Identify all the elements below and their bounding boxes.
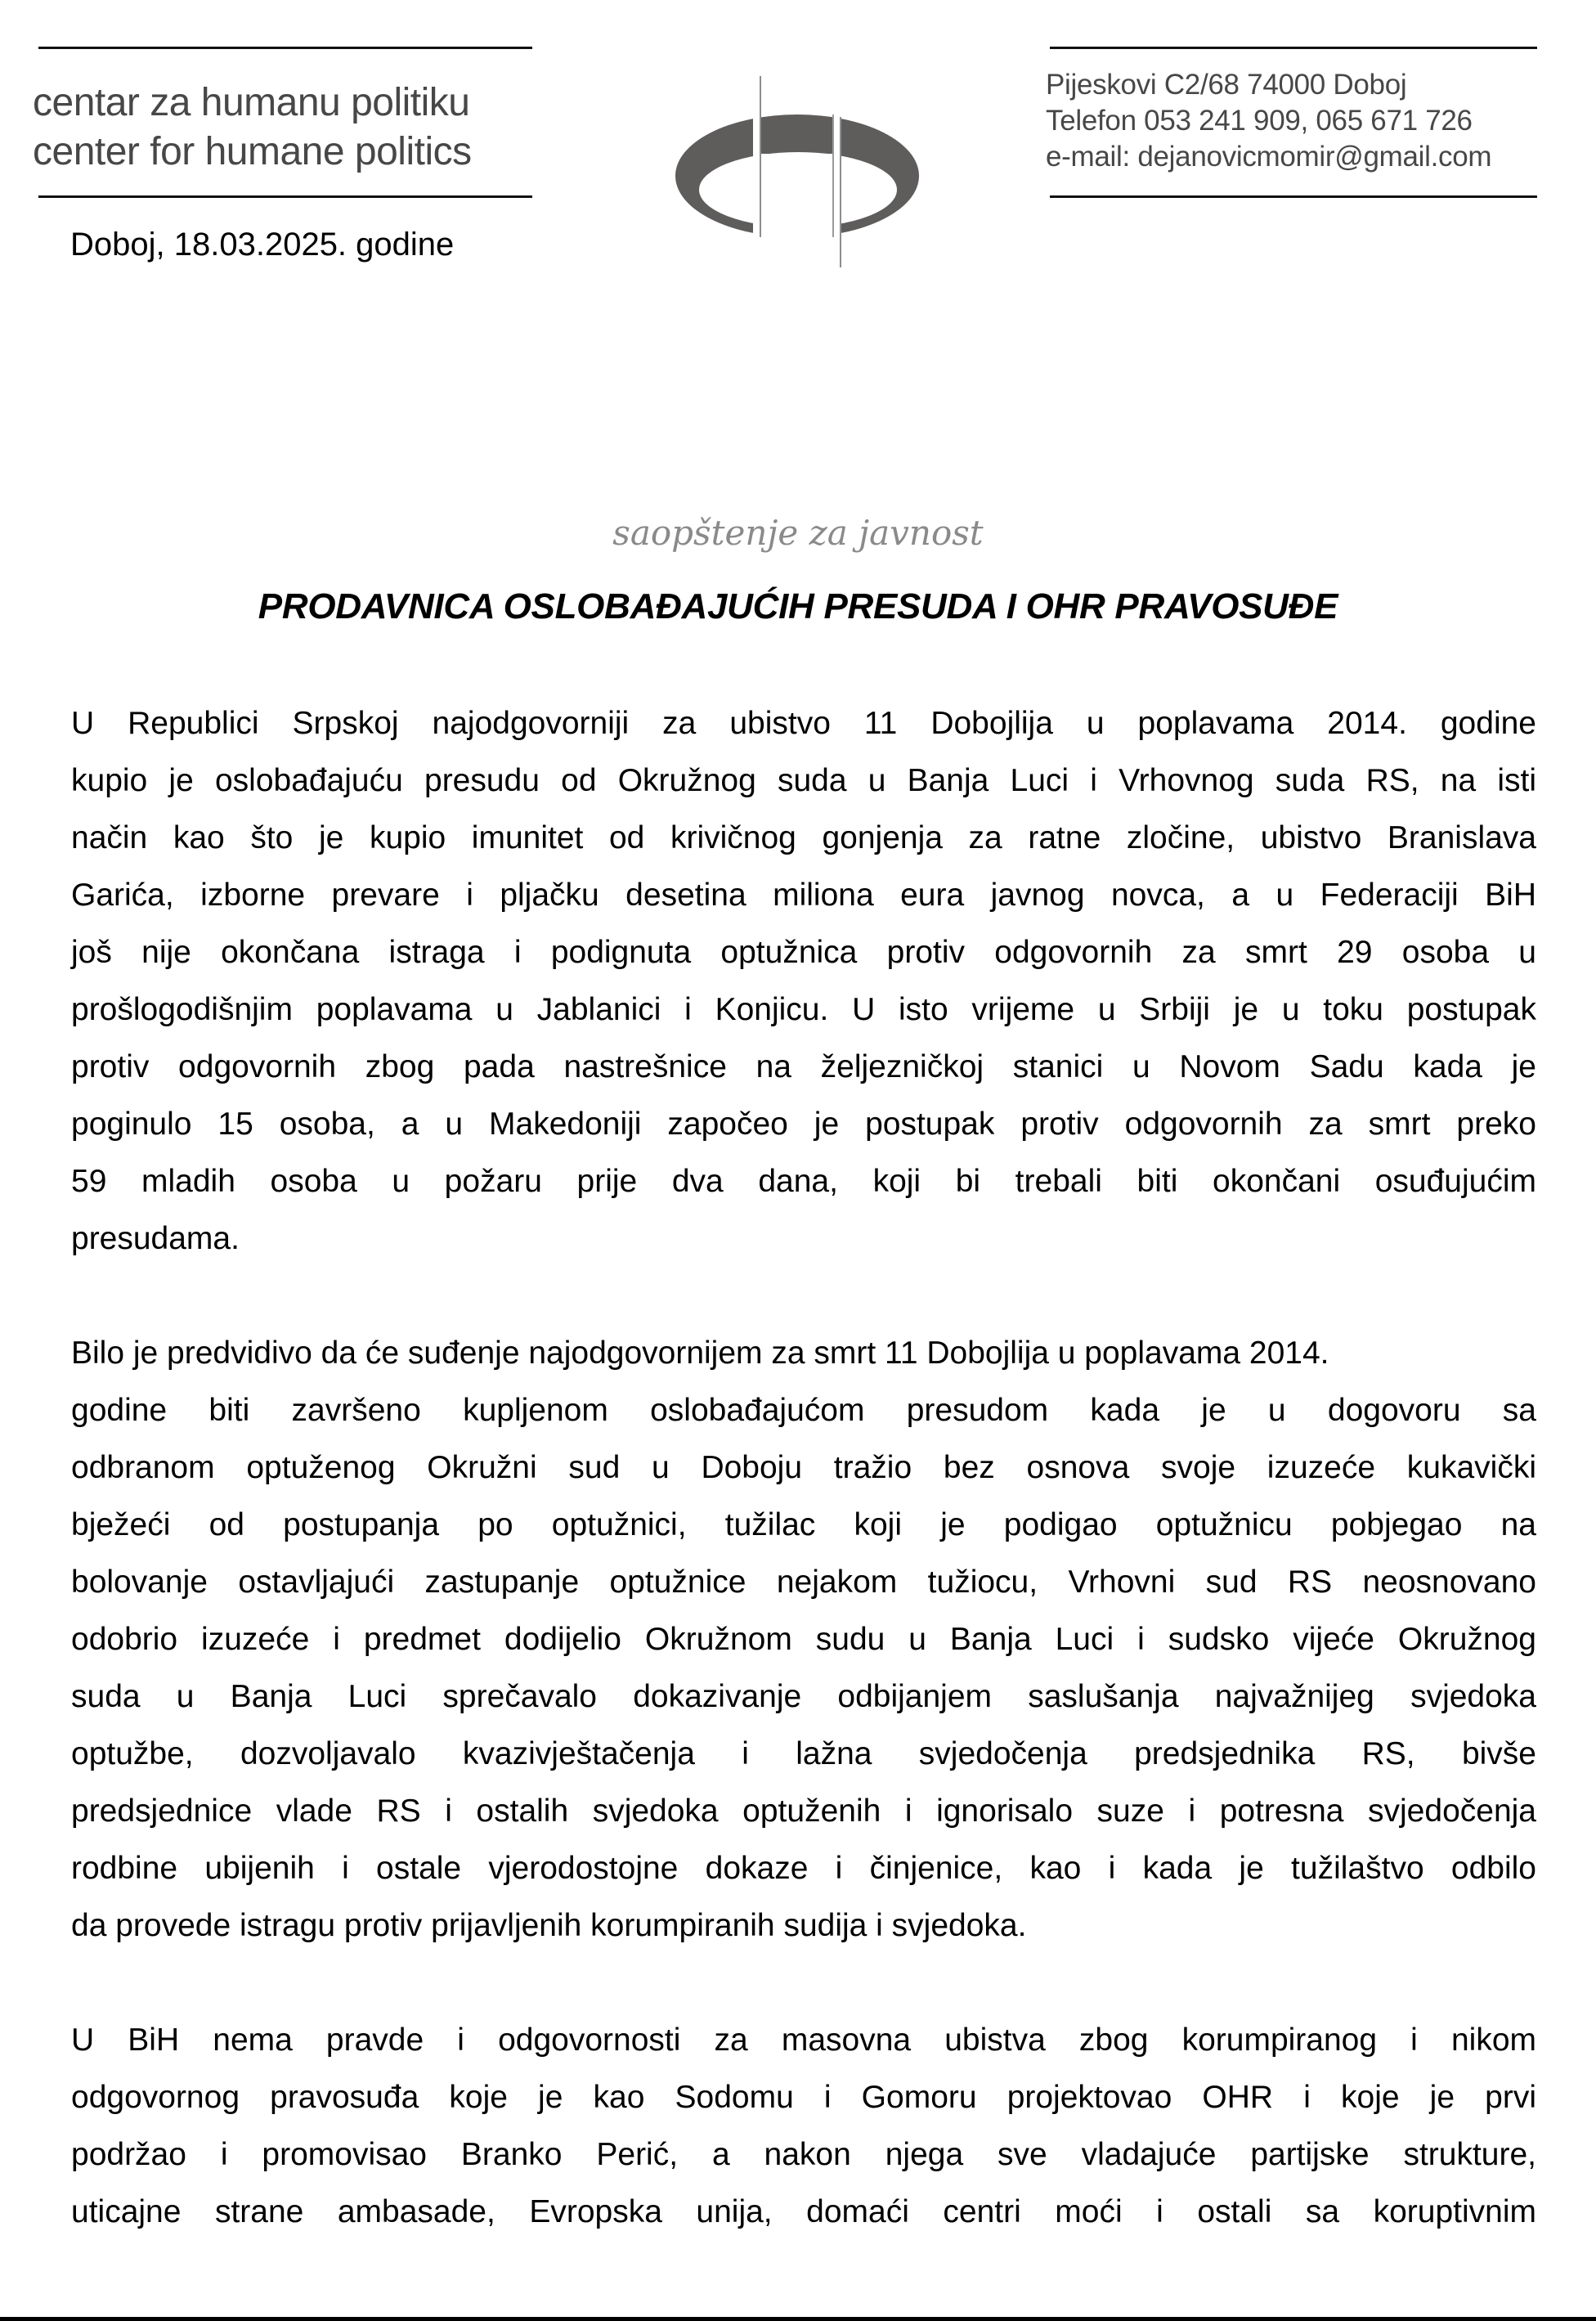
text-line: Bilo je predvidivo da će suđenje najodgovornijem za smrt 11 Dobojlija u poplavama 2014. (71, 1336, 1329, 1371)
text-line: predsjednice vlade RS i ostalih svjedoka optuženih i ignorisalo suze i potresna svjedočenja (71, 1794, 1536, 1829)
header-left-bottom-rule (38, 195, 532, 198)
paragraph-2 (71, 1325, 1536, 1955)
text-line: Garića, izborne prevare i pljačku desetina miliona eura javnog novca, a u Federaciji BiH (71, 878, 1536, 913)
text-line: prošlogodišnjim poplavama u Jablanici i Konjicu. U isto vrijeme u Srbiji je u toku postupak (71, 992, 1536, 1027)
text-line: poginulo 15 osoba, a u Makedoniji započeo je postupak protiv odgovornih za smrt preko (71, 1107, 1536, 1142)
header-right-bottom-rule (1050, 195, 1537, 198)
org-name-local: centar za humanu politiku (33, 81, 470, 124)
header-right-top-rule (1050, 47, 1537, 49)
text-line: uticajne strane ambasade, Evropska unija, domaći centri moći i ostali sa koruptivnim (71, 2194, 1536, 2229)
text-line: odobrio izuzeće i predmet dodijelio Okružnom sudu u Banja Luci i sudsko vijeće Okružnog (71, 1622, 1536, 1657)
page-bottom-rule (0, 2317, 1596, 2321)
text-line: U BiH nema pravde i odgovornosti za masovna ubistva zbog korumpiranog i nikom (71, 2022, 1536, 2058)
document-title: PRODAVNICA OSLOBAĐAJUĆIH PRESUDA I OHR PRAVOSUĐE (258, 586, 1338, 626)
text-line: protiv odgovornih zbog pada nastrešnice na željezničkoj stanici u Novom Sadu kada je (71, 1049, 1536, 1084)
logo-ring (675, 114, 919, 237)
text-line: 59 mladih osoba u požaru prije dva dana, koji bi trebali biti okončani osuđujućim (71, 1164, 1536, 1199)
text-line: suda u Banja Luci sprečavalo dokazivanje odbijanjem saslušanja najvažnijeg svjedoka (71, 1679, 1536, 1714)
contact-address: Pijeskovi C2/68 74000 Doboj (1046, 69, 1407, 101)
text-line: odbranom optuženog Okružni sud u Doboju tražio bez osnova svoje izuzeće kukavički (71, 1450, 1536, 1485)
org-name-english: center for humane politics (33, 130, 472, 173)
contact-email: e-mail: dejanovicmomir@gmail.com (1046, 141, 1492, 173)
text-line: bježeći od postupanja po optužnici, tužilac koji je podigao optužnicu pobjegao na (71, 1507, 1536, 1542)
contact-phone: Telefon 053 241 909, 065 671 726 (1046, 105, 1473, 137)
document-body (71, 695, 1536, 2298)
date-line: Doboj, 18.03.2025. godine (70, 227, 455, 263)
text-line: odgovornog pravosuđa koje je kao Sodomu i Gomoru projektovao OHR i koje je prvi (71, 2080, 1536, 2115)
chp-logo-icon (654, 65, 932, 278)
text-line: bolovanje ostavljajući zastupanje optužnice nejakom tužiocu, Vrhovni sud RS neosnovano (71, 1565, 1536, 1600)
text-line: još nije okončana istraga i podignuta optužnica protiv odgovornih za smrt 29 osoba u (71, 935, 1536, 970)
press-release-label: saopštenje za javnost (612, 513, 984, 553)
text-line: kupio je oslobađajuću presudu od Okružnog suda u Banja Luci i Vrhovnog suda RS, na isti (71, 763, 1536, 798)
text-line: način kao što je kupio imunitet od krivičnog gonjenja za ratne zločine, ubistvo Branislava (71, 820, 1536, 855)
paragraph-1 (71, 695, 1536, 1268)
text-line: U Republici Srpskoj najodgovorniji za ubistvo 11 Dobojlija u poplavama 2014. godine (71, 706, 1536, 741)
text-line: godine biti završeno kupljenom oslobađajućom presudom kada je u dogovoru sa (71, 1393, 1536, 1428)
header-left-top-rule (38, 47, 532, 49)
text-line: presudama. (71, 1221, 240, 1256)
paragraph-3 (71, 2012, 1536, 2241)
text-line: rodbine ubijenih i ostale vjerodostojne dokaze i činjenice, kao i kada je tužilaštvo odbilo (71, 1851, 1536, 1886)
text-line: podržao i promovisao Branko Perić, a nakon njega sve vladajuće partijske strukture, (71, 2137, 1536, 2172)
text-line: optužbe, dozvoljavalo kvazivještačenja i lažna svjedočenja predsjednika RS, bivše (71, 1736, 1536, 1771)
text-line: da provede istragu protiv prijavljenih korumpiranih sudija i svjedoka. (71, 1908, 1027, 1943)
